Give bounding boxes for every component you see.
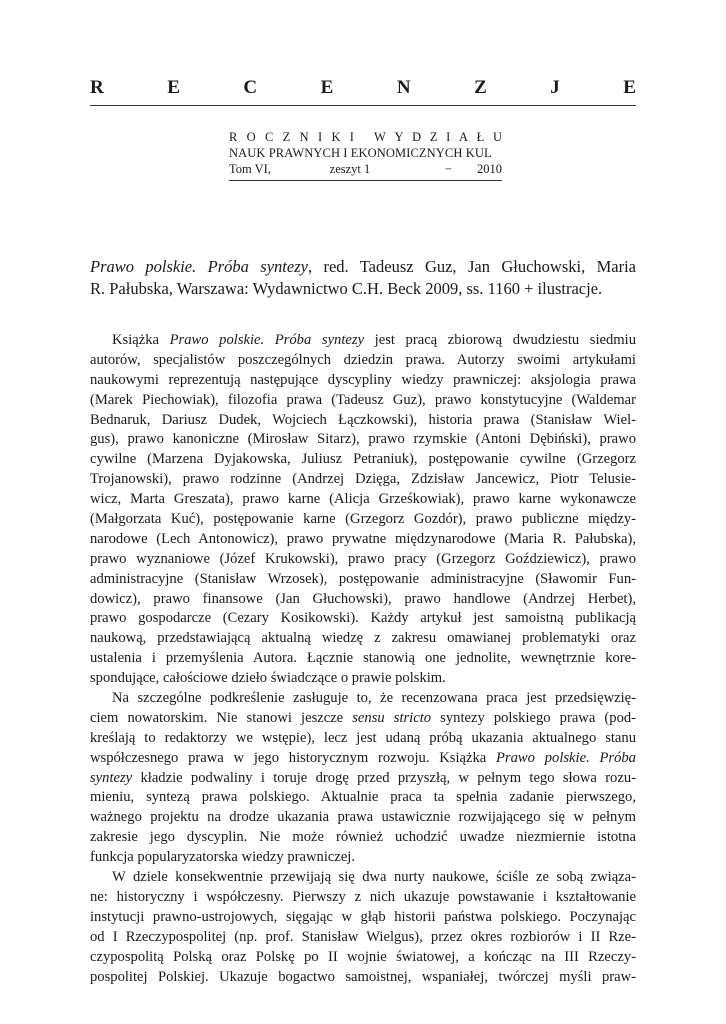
- body-line: [90, 371, 636, 391]
- body-text: ważnego projektu na drodze ukazania prawa ustawicznie rozwijającego się w pełnym: [90, 809, 636, 826]
- citation-line: R. Pałubska, Warszawa: Wydawnictwo C.H. Beck 2009, ss. 1160 + ilustracje.: [90, 279, 603, 298]
- journal-subtitle: NAUK PRAWNYCH I EKONOMICZNYCH KUL: [229, 146, 492, 160]
- body-text: jest pracą zbiorową dwudziestu siedmiu: [364, 332, 636, 348]
- journal-title-letter: Y: [394, 130, 404, 144]
- section-heading-letter: Z: [474, 77, 487, 98]
- body-text: W dziele konsekwentnie przewijają się dwa nurty naukowe, ściśle ze sobą związa-: [112, 869, 636, 886]
- body-line: [90, 808, 636, 828]
- body-line: [90, 430, 636, 450]
- body-text: naukową, przedstawiającą aktualną wiedzę z zakresu omawianej problematyki oraz: [90, 630, 636, 647]
- journal-title-letter: O: [246, 130, 256, 144]
- body-line: [90, 848, 636, 868]
- body-text: Bednaruk, Dariusz Dudek, Wojciech Łączkowski), historia prawa (Stanisław Wiel-: [90, 411, 636, 428]
- citation-line: [90, 256, 636, 278]
- body-line: [90, 470, 636, 490]
- body-text: wicz, Marta Greszata), prawo karne (Alicja Grześkowiak), prawo karne wykonawcze: [90, 491, 636, 508]
- body-line: [90, 411, 636, 431]
- section-heading-letter: R: [90, 77, 104, 98]
- body-line: [90, 749, 636, 769]
- body-text: kreślają to redaktorzy we wstępie), lecz jest udaną próbą ukazania aktualnego stanu: [90, 729, 636, 746]
- journal-title-word: [229, 129, 354, 145]
- body-text: cywilne (Marzena Dyjakowska, Juliusz Petraniuk), postępowanie cywilne (Grzegorz: [90, 451, 636, 468]
- body-line: [90, 629, 636, 649]
- body-line: [90, 510, 636, 530]
- body-line: [90, 888, 636, 908]
- body-text: (Małgorzata Kuć), postępowanie karne (Grzegorz Gozdór), prawo publiczne między-: [90, 511, 636, 528]
- body-line: [90, 788, 636, 808]
- journal-title-letter: A: [458, 130, 468, 144]
- body-text: dowicz), prawo finansowe (Jan Głuchowski), prawo handlowe (Andrzej Herbet),: [90, 590, 636, 607]
- body-text: autorów, specjalistów poszczególnych dziedzin prawa. Autorzy swoimi artykułami: [90, 351, 636, 368]
- body-text: ciem nowatorskim. Nie stanowi jeszcze: [90, 709, 353, 726]
- journal-title-letter: Z: [429, 130, 438, 144]
- journal-title: [229, 129, 502, 145]
- body-line: [90, 908, 636, 928]
- book-title: Prawo polskie. Próba syntezy: [90, 257, 308, 276]
- review-body: [90, 331, 636, 987]
- body-line: [90, 331, 636, 351]
- journal-title-letter: U: [492, 130, 502, 144]
- journal-title-letter: Z: [282, 130, 291, 144]
- section-heading-letter: C: [243, 77, 258, 98]
- journal-dash: −: [444, 162, 452, 176]
- body-line: [90, 928, 636, 948]
- section-heading: [90, 77, 636, 99]
- body-text: (Marek Piechowiak), filozofia prawa (Tadeusz Guz), prawo konstytucyjne (Waldemar: [90, 391, 636, 408]
- section-heading-letter: J: [550, 77, 560, 98]
- journal-title-letter: N: [299, 130, 309, 144]
- body-text: funkcja popularyzatorska wiedzy prawniczej.: [90, 849, 356, 866]
- body-text: naukowymi reprezentują następujące dyscypliny wiedzy prawniczej: aksjologia prawa: [90, 371, 636, 388]
- body-line: [90, 968, 636, 988]
- italic-text: sensu stricto: [352, 709, 432, 726]
- body-text: ustalenia i przemyślenia Autora. Łącznie stanowią one jednolite, wewnętrznie kore-: [90, 650, 636, 667]
- journal-volume: Tom VI,: [229, 162, 271, 176]
- section-heading-letter: E: [623, 77, 636, 98]
- journal-title-letter: W: [374, 130, 386, 144]
- body-line: [90, 709, 636, 729]
- body-line: [90, 490, 636, 510]
- journal-title-letter: I: [446, 130, 451, 144]
- body-text: syntezy polskiego prawa (pod-: [431, 709, 636, 726]
- body-text: prawo gospodarcze (Cezary Kosikowski). Każdy artykuł jest samoistną publikacją: [90, 610, 636, 627]
- body-text: Książka: [112, 332, 170, 348]
- journal-title-letter: Ł: [476, 130, 485, 144]
- body-text: kładzie podwaliny i toruje drogę przed przyszłą, w pełnym tego słowa rozu-: [132, 769, 636, 786]
- body-line: [90, 609, 636, 629]
- journal-year: 2010: [476, 162, 502, 176]
- body-line: [90, 351, 636, 371]
- body-text: narodowe (Lech Antonowicz), prawo prywatne międzynarodowe (Maria R. Pałubska),: [90, 530, 636, 547]
- body-line: [90, 828, 636, 848]
- section-heading-letter: E: [167, 77, 180, 98]
- body-text: zakresie jego dyscyplin. Nie może również uchodzić uwadze niezmiernie istotna: [90, 829, 636, 846]
- body-line: [90, 590, 636, 610]
- italic-text: Prawo polskie. Próba: [496, 749, 636, 766]
- body-text: gus), prawo kanoniczne (Mirosław Sitarz), prawo rzymskie (Antoni Dębiński), prawo: [90, 431, 636, 448]
- section-divider: [90, 105, 636, 106]
- body-line: [90, 450, 636, 470]
- body-line: [90, 391, 636, 411]
- journal-title-letter: C: [265, 130, 274, 144]
- body-text: od I Rzeczypospolitej (np. prof. Stanisław Wielgus), przez okres rozbiorów i II Rze-: [90, 928, 636, 945]
- body-text: Na szczególne podkreślenie zasługuje to, że recenzowana praca jest przedsięwzię-: [112, 690, 636, 707]
- body-line: [90, 649, 636, 669]
- body-text: współczesnego prawa w jego historycznym rozwoju. Książka: [90, 749, 497, 766]
- body-line: [90, 729, 636, 749]
- body-line: [90, 868, 636, 888]
- body-text: prawo wyznaniowe (Józef Krukowski), prawo pracy (Grzegorz Goździewicz), prawo: [90, 550, 636, 567]
- journal-title-letter: D: [412, 130, 422, 144]
- body-text: instytucji prawno-ustrojowych, sięgając w głąb historii państwa polskiego. Poczynając: [90, 908, 636, 925]
- body-text: spondujące, całościowe dzieło świadczące o prawie polskim.: [90, 670, 446, 687]
- body-text: Trojanowski), prawo rodzinne (Andrzej Dzięga, Zdzisław Jancewicz, Piotr Telusie-: [90, 471, 636, 488]
- journal-title-word: [374, 129, 502, 145]
- journal-title-letter: R: [229, 130, 238, 144]
- citation-editors: , red. Tadeusz Guz, Jan Głuchowski, Maria: [307, 257, 636, 276]
- italic-text: syntezy: [90, 769, 133, 786]
- journal-title-letter: K: [331, 130, 341, 144]
- journal-issue: zeszyt 1: [329, 162, 371, 176]
- journal-header: [229, 129, 502, 181]
- body-line: [90, 669, 636, 689]
- body-line: [90, 570, 636, 590]
- body-text: administracyjne (Stanisław Wrzosek), postępowanie administracyjne (Sławomir Fun-: [90, 570, 636, 587]
- body-text: ne: historyczny i współczesny. Pierwszy z nich ukazuje powstawanie i kształtowanie: [90, 888, 636, 905]
- italic-text: Prawo polskie. Próba syntezy: [169, 332, 365, 348]
- body-line: [90, 948, 636, 968]
- body-line: [90, 550, 636, 570]
- body-text: czypospolitą Polską oraz Polskę po II wojnie światowej, a kończąc na III Rzeczy-: [90, 948, 636, 965]
- journal-title-letter: I: [349, 130, 354, 144]
- section-heading-letter: N: [396, 77, 411, 98]
- book-citation: [90, 256, 636, 300]
- body-line: [90, 530, 636, 550]
- journal-meta: [229, 161, 502, 181]
- journal-title-letter: I: [317, 130, 323, 144]
- body-line: [90, 769, 636, 789]
- body-text: mieniu, syntezą prawa polskiego. Aktualnie praca ta spełnia zadanie pierwszego,: [90, 789, 636, 806]
- section-heading-letter: E: [320, 77, 334, 98]
- body-text: pospolitej Polskiej. Ukazuje bogactwo samoistnej, wspaniałej, twórczej myśli praw-: [90, 968, 636, 985]
- body-line: [90, 689, 636, 709]
